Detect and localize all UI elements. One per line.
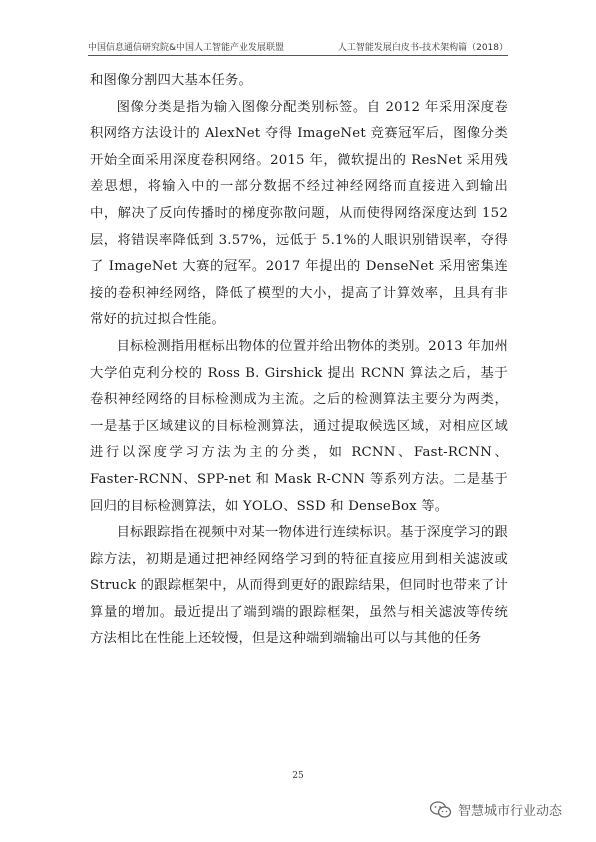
header-left-text: 中国信息通信研究院&中国人工智能产业发展联盟 [88, 43, 285, 53]
watermark-text: 智慧城市行业动态 [458, 804, 563, 819]
page-number: 25 [292, 771, 304, 781]
header-rule [88, 55, 508, 56]
paragraph-continuation: 和图像分割四大基本任务。 [90, 73, 252, 88]
body-text [90, 68, 508, 653]
watermark [430, 800, 562, 819]
paragraph-object-tracking: 目标跟踪指在视频中对某一物体进行连续标识。基于深度学习的跟踪方法，初期是通过把神经网络学习到的特征直接应用到相关滤波或 Struck 的跟踪框架中，从而得到更好的跟踪结果，但同时也带来了计算量的增加。最近提出了端到端的跟踪框架，虽然与相关滤波等传统方法相比在性能上还较慢，但是这种端到端输出可以与其他的任务 [90, 525, 509, 647]
paragraph-image-classification: 图像分类是指为输入图像分配类别标签。自 2012 年采用深度卷积网络方法设计的 AlexNet 夺得 ImageNet 竞赛冠军后，图像分类开始全面采用深度卷积网络。2015 年，微软提出的 ResNet 采用残差思想，将输入中的一部分数据不经过神经网络而直接进入到输出中，解决了反向传播时的梯度弥散问题，从而使得网络深度达到 152 层，将错误率降低到 3.57%，远低于 5.1%的人眼识别错误率，夺得了 ImageNet 大赛的冠军。2017 年提出的 DenseNet 采用密集连接的卷积神经网络，降低了模型的大小，提高了计算效率，且具有非常好的抗过拟合性能。 [90, 99, 508, 328]
header-right-text: 人工智能发展白皮书-技术架构篇（2018） [337, 43, 508, 53]
paragraph-object-detection: 目标检测指用框标出物体的位置并给出物体的类别。2013 年加州大学伯克利分校的 Ross B. Girshick 提出 RCNN 算法之后，基于卷积神经网络的目标检测成为主流。之后的检测算法主要分为两类，一是基于区域建议的目标检测算法，通过提取候选区域，对相应区域进行以深度学习方法为主的分类，如 RCNN、Fast-RCNN、Faster-RCNN、SPP-net 和 Mask R-CNN 等系列方法。二是基于回归的目标检测算法，如 YOLO、SSD 和 DenseBox 等。 [90, 338, 508, 514]
page-header [88, 40, 508, 53]
wechat-icon [430, 801, 452, 819]
